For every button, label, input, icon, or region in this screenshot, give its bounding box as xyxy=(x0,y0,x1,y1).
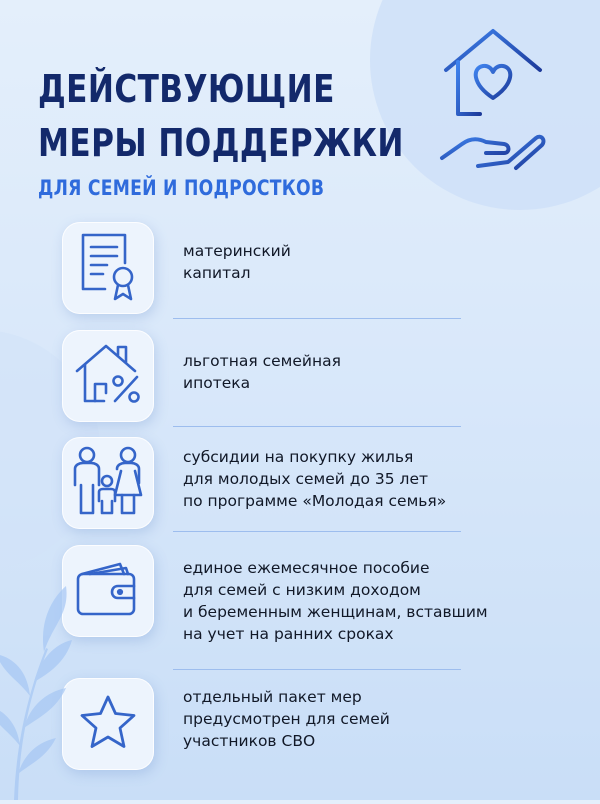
divider xyxy=(173,426,461,427)
card-young-family-subsidy xyxy=(62,437,154,529)
star-icon xyxy=(78,693,138,755)
house-percent-icon xyxy=(74,341,142,411)
measure-text-5 xyxy=(183,686,390,752)
family-icon xyxy=(70,445,146,521)
measure-5-line-1: отдельный пакет мер xyxy=(183,688,362,706)
measure-2-line-2: ипотека xyxy=(183,374,251,392)
measure-2-line-1: льготная семейная xyxy=(183,352,341,370)
measure-text-4 xyxy=(183,557,488,645)
divider xyxy=(173,318,461,319)
measure-text-1 xyxy=(183,240,291,284)
measure-4-line-2: для семей с низким доходом xyxy=(183,581,421,599)
measure-5-line-3: участников СВО xyxy=(183,732,316,750)
leaves-decoration xyxy=(0,578,80,804)
measure-3-line-2: для молодых семей до 35 лет xyxy=(183,470,429,488)
measure-1-line-2: капитал xyxy=(183,264,251,282)
measure-1-line-1: материнский xyxy=(183,242,291,260)
card-family-mortgage xyxy=(62,330,154,422)
page-title xyxy=(38,62,404,170)
measure-4-line-1: единое ежемесячное пособие xyxy=(183,559,430,577)
title-line-1: ДЕЙСТВУЮЩИЕ xyxy=(38,67,335,111)
wallet-icon xyxy=(74,560,142,622)
measure-3-line-1: субсидии на покупку жилья xyxy=(183,448,414,466)
divider xyxy=(173,531,461,532)
measure-5-line-2: предусмотрен для семей xyxy=(183,710,390,728)
measure-4-line-3: и беременным женщинам, вставшим xyxy=(183,603,488,621)
measure-4-line-4: на учет на ранних сроках xyxy=(183,625,394,643)
divider xyxy=(173,669,461,670)
certificate-icon xyxy=(77,231,139,305)
house-heart-hand-icon xyxy=(438,26,548,175)
title-line-2: МЕРЫ ПОДДЕРЖКИ xyxy=(38,121,404,165)
card-maternity-capital xyxy=(62,222,154,314)
measure-3-line-3: по программе «Молодая семья» xyxy=(183,492,447,510)
measure-text-2 xyxy=(183,350,341,394)
measure-text-3 xyxy=(183,446,446,512)
page-subtitle: ДЛЯ СЕМЕЙ И ПОДРОСТКОВ xyxy=(38,176,325,200)
